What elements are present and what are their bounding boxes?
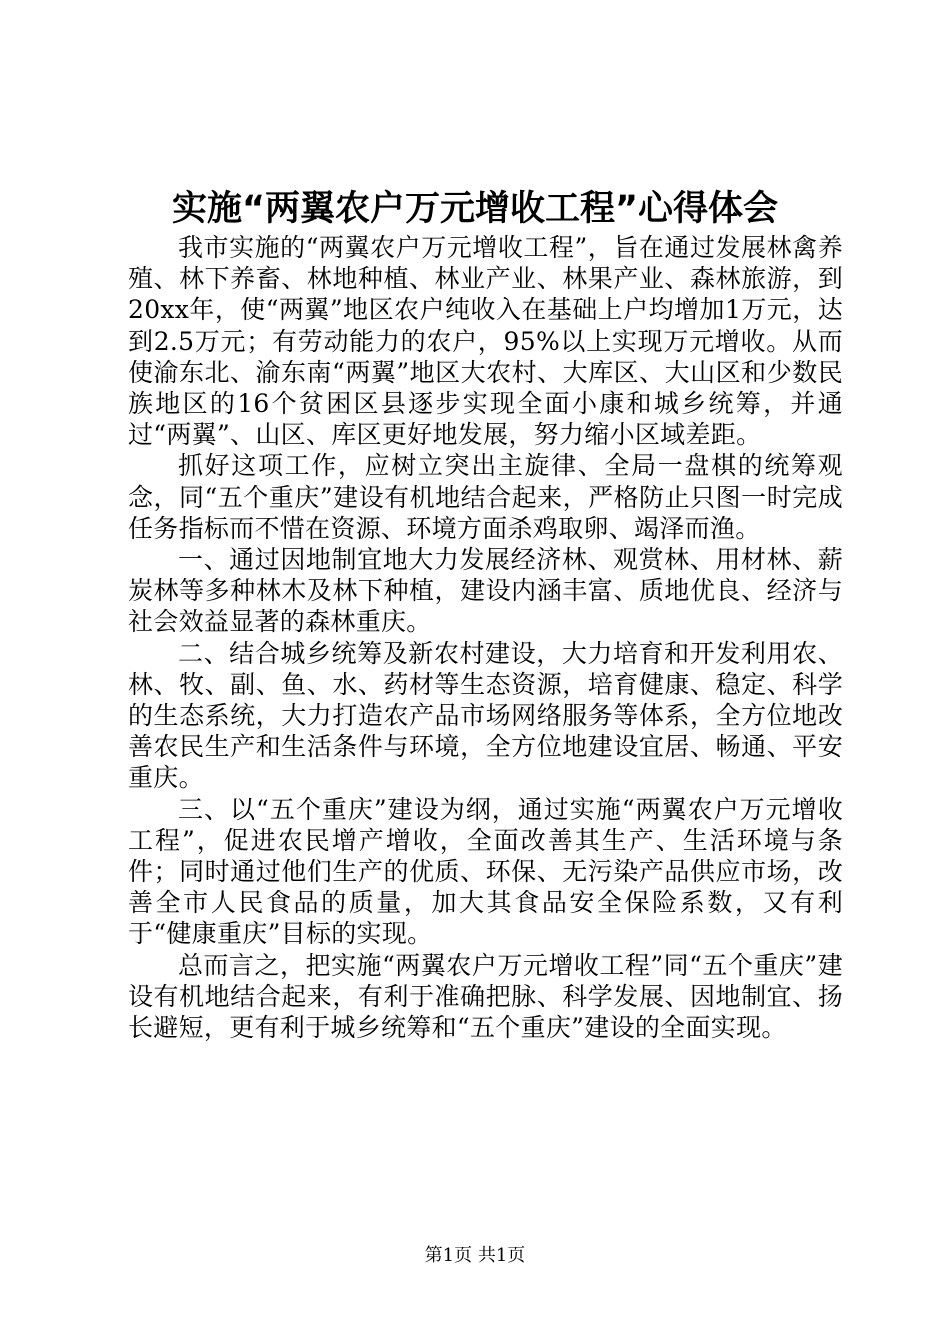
document-body: [128, 232, 843, 1043]
paragraph-conclusion: 总而言之，把实施“两翼农户万元增收工程”同“五个重庆”建设有机地结合起来，有利于准确把脉、科学发展、因地制宜、扬长避短，更有利于城乡统筹和“五个重庆”建设的全面实现。: [128, 950, 843, 1043]
paragraph-approach: 抓好这项工作，应树立突出主旋律、全局一盘棋的统筹观念，同“五个重庆”建设有机地结合起来，严格防止只图一时完成任务指标而不惜在资源、环境方面杀鸡取卵、竭泽而渔。: [128, 451, 843, 543]
paragraph-intro: 我市实施的“两翼农户万元增收工程”，旨在通过发展林禽养殖、林下养畜、林地种植、林业产业、林果产业、森林旅游，到20xx年，使“两翼”地区农户纯收入在基础上户均增加1万元，达到2.5万元；有劳动能力的农户，95%以上实现万元增收。从而使渝东北、渝东南“两翼”地区大农村、大库区、大山区和少数民族地区的16个贫困区县逐步实现全面小康和城乡统筹，并通过“两翼”、山区、库区更好地发展，努力缩小区域差距。: [128, 233, 843, 450]
page-number-footer: 第1页 共1页: [424, 1245, 526, 1266]
paragraph-point-three: 三、以“五个重庆”建设为纲，通过实施“两翼农户万元增收工程”，促进农民增产增收，全面改善其生产、生活环境与条件；同时通过他们生产的优质、环保、无污染产品供应市场，改善全市人民食品的质量，加大其食品安全保险系数，又有利于“健康重庆”目标的实现。: [128, 794, 843, 949]
paragraph-point-two: 二、结合城乡统筹及新农村建设，大力培育和开发利用农、林、牧、副、鱼、水、药材等生态资源，培育健康、稳定、科学的生态系统，大力打造农产品市场网络服务等体系，全方位地改善农民生产和生活条件与环境，全方位地建设宜居、畅通、平安重庆。: [128, 638, 843, 793]
document-title: 实施“两翼农户万元增收工程”心得体会: [171, 189, 778, 229]
paragraph-point-one: 一、通过因地制宜地大力发展经济林、观赏林、用材林、薪炭林等多种林木及林下种植，建设内涵丰富、质地优良、经济与社会效益显著的森林重庆。: [128, 545, 843, 637]
